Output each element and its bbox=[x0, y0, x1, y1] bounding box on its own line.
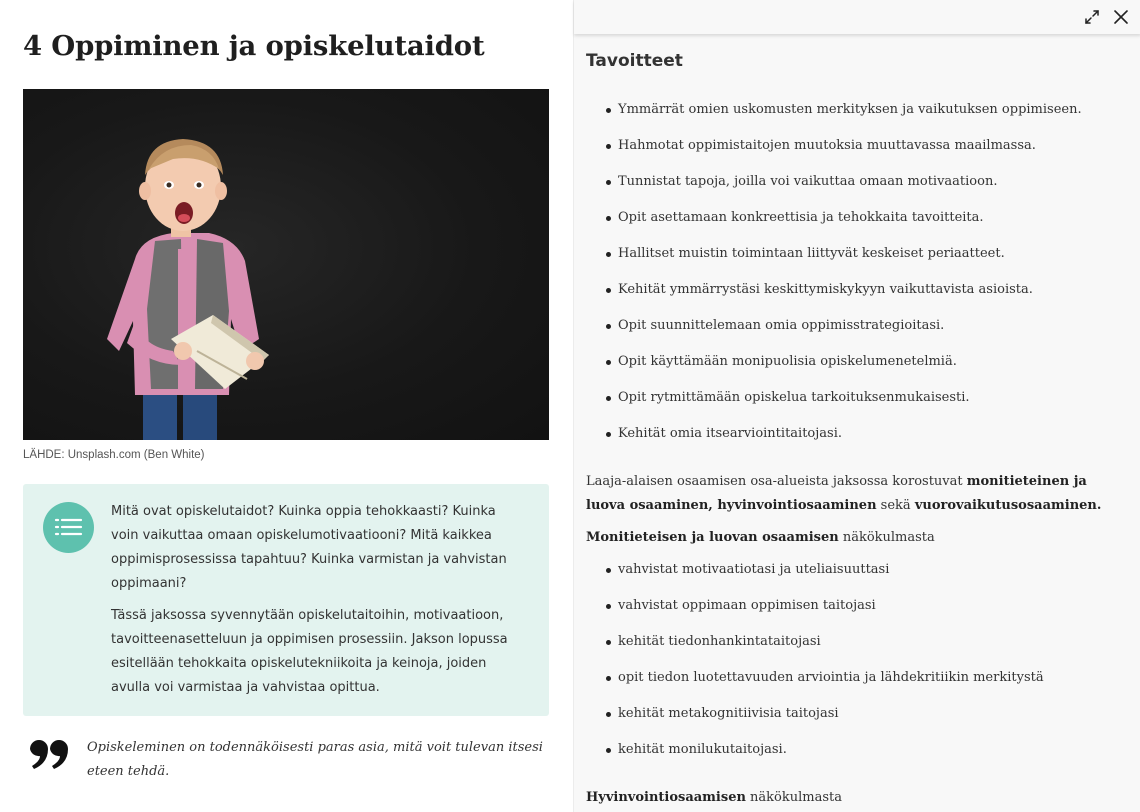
intro-box bbox=[23, 484, 549, 716]
competence-intro bbox=[586, 470, 1106, 518]
list-item: Opit rytmittämään opiskelua tarkoituksenmukaisesti. bbox=[606, 386, 1106, 422]
list-item: Hahmotat oppimistaitojen muutoksia muuttavassa maailmassa. bbox=[606, 134, 1106, 170]
expand-icon[interactable] bbox=[1082, 7, 1102, 27]
list-icon bbox=[43, 502, 94, 553]
perspective-1-list bbox=[606, 558, 1106, 774]
list-item: kehität metakognitiivisia taitojasi bbox=[606, 702, 1106, 738]
boy-reading-illustration bbox=[23, 89, 549, 440]
intro-text bbox=[111, 500, 527, 700]
panel-heading: Tavoitteet bbox=[586, 51, 683, 71]
objectives-panel bbox=[573, 0, 1140, 812]
page-title: 4 Oppiminen ja opiskelutaidot bbox=[23, 30, 485, 62]
intro-paragraph-1: Mitä ovat opiskelutaidot? Kuinka oppia tehokkaasti? Kuinka voin vaikuttaa omaan opiskelumotivaatiooni? Mitä kaikkea oppimisprosessissa tapahtuu? Kuinka varmistan ja vahvistan oppimaani? bbox=[111, 504, 507, 591]
list-item: Kehität ymmärrystäsi keskittymiskykyyn vaikuttavista asioista. bbox=[606, 278, 1106, 314]
list-item: kehität tiedonhankintataitojasi bbox=[606, 630, 1106, 666]
perspective-heading-1 bbox=[586, 526, 1106, 550]
list-item: opit tiedon luotettavuuden arviointia ja lähdekritiikin merkitystä bbox=[606, 666, 1106, 702]
quote-text: Opiskeleminen on todennäköisesti paras asia, mitä voit tulevan itsesi eteen tehdä. bbox=[87, 740, 543, 779]
perspective-heading-2 bbox=[586, 786, 1106, 810]
perspective-2-rest: näkökulmasta bbox=[745, 790, 843, 805]
close-icon[interactable] bbox=[1111, 7, 1131, 27]
panel-toolbar bbox=[574, 0, 1140, 34]
intro-paragraph-2: Tässä jaksossa syvennytään opiskelutaitoihin, motivaatioon, tavoitteenasetteluun ja oppimisen prosessiin. Jakson lopussa esitellään tehokkaita opiskelutekniikoita ja keinoja, joiden avulla voi varmistaa ja vahvistaa opittua. bbox=[111, 608, 508, 695]
image-caption: LÄHDE: Unsplash.com (Ben White) bbox=[23, 449, 205, 461]
perspective-1-rest: näkökulmasta bbox=[838, 530, 935, 545]
list-item: vahvistat oppimaan oppimisen taitojasi bbox=[606, 594, 1106, 630]
competence-bold-2: vuorovaikutusosaaminen. bbox=[914, 498, 1102, 513]
list-item: Hallitset muistin toimintaan liittyvät keskeiset periaatteet. bbox=[606, 242, 1106, 278]
quote-icon bbox=[28, 735, 70, 771]
list-item: Tunnistat tapoja, joilla voi vaikuttaa omaan motivaatioon. bbox=[606, 170, 1106, 206]
list-item: Opit käyttämään monipuolisia opiskelumenetelmiä. bbox=[606, 350, 1106, 386]
perspective-2-bold: Hyvinvointiosaamisen bbox=[586, 790, 746, 805]
list-item: Opit asettamaan konkreettisia ja tehokkaita tavoitteita. bbox=[606, 206, 1106, 242]
perspective-1-bold: Monitieteisen ja luovan osaamisen bbox=[586, 530, 839, 545]
goals-list bbox=[606, 98, 1106, 458]
competence-middle: sekä bbox=[876, 498, 915, 513]
competence-bold-1: monitieteinen ja luova osaaminen, hyvinvointiosaaminen bbox=[586, 474, 1087, 513]
list-item: Kehität omia itsearviointitaitojasi. bbox=[606, 422, 1106, 458]
list-item: kehität monilukutaitojasi. bbox=[606, 738, 1106, 774]
competence-lead: Laaja-alaisen osaamisen osa-alueista jaksossa korostuvat bbox=[586, 474, 967, 489]
list-item: Opit suunnittelemaan omia oppimisstrategioitasi. bbox=[606, 314, 1106, 350]
panel-body bbox=[586, 98, 1106, 810]
article-photo bbox=[23, 89, 549, 440]
list-item: Ymmärrät omien uskomusten merkityksen ja vaikutuksen oppimiseen. bbox=[606, 98, 1106, 134]
list-item: vahvistat motivaatiotasi ja uteliaisuuttasi bbox=[606, 558, 1106, 594]
